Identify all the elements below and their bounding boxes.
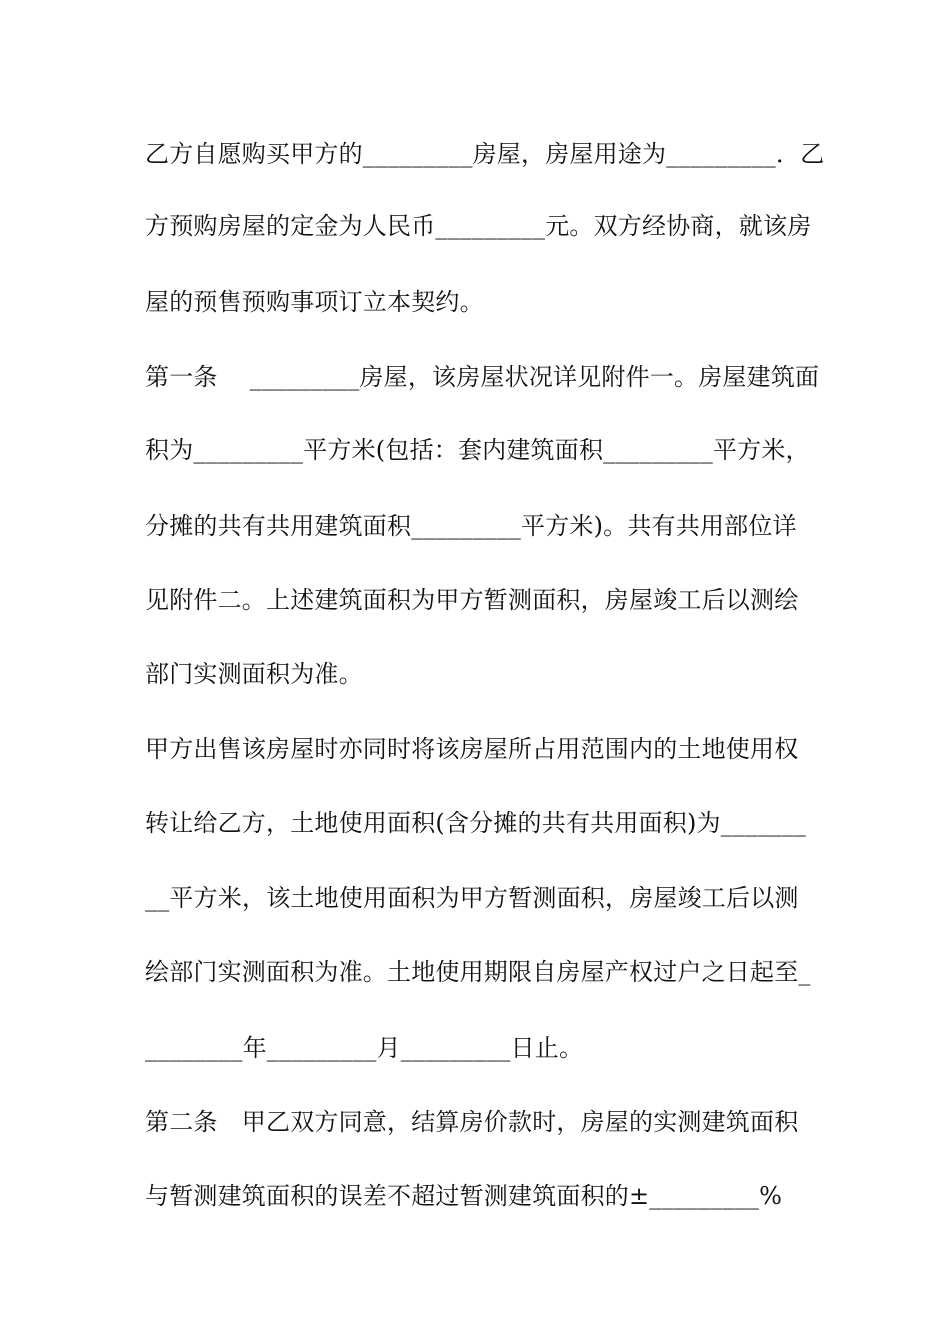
text-line: 方预购房屋的定金为人民币_________元。双方经协商，就该房: [145, 212, 812, 240]
text-line: 甲方出售该房屋时亦同时将该房屋所占用范围内的土地使用权: [145, 735, 799, 763]
text-line: __平方米，该土地使用面积为甲方暂测面积，房屋竣工后以测: [145, 884, 799, 912]
text-line: 部门实测面积为准。: [145, 660, 363, 688]
text-line: 第二条 甲乙双方同意，结算房价款时，房屋的实测建筑面积: [145, 1108, 799, 1136]
text-line: 转让给乙方，土地使用面积(含分摊的共有共用面积)为_______: [145, 809, 807, 837]
text-line: 屋的预售预购事项订立本契约。: [145, 288, 484, 316]
text-line: 第一条 _________房屋，该房屋状况详见附件一。房屋建筑面: [145, 363, 820, 391]
text-line: 绘部门实测面积为准。土地使用期限自房屋产权过户之日起至_: [145, 958, 811, 986]
text-line: 见附件二。上述建筑面积为甲方暂测面积，房屋竣工后以测绘: [145, 586, 799, 614]
text-line: ________年_________月_________日止。: [145, 1034, 584, 1062]
text-line: 分摊的共有共用建筑面积_________平方米)。共有共用部位详: [145, 512, 797, 540]
text-line: 乙方自愿购买甲方的_________房屋，房屋用途为_________．乙: [145, 140, 825, 168]
text-line: 积为_________平方米(包括：套内建筑面积_________平方米，: [145, 436, 810, 464]
text-line: 与暂测建筑面积的误差不超过暂测建筑面积的±_________%: [145, 1182, 783, 1210]
